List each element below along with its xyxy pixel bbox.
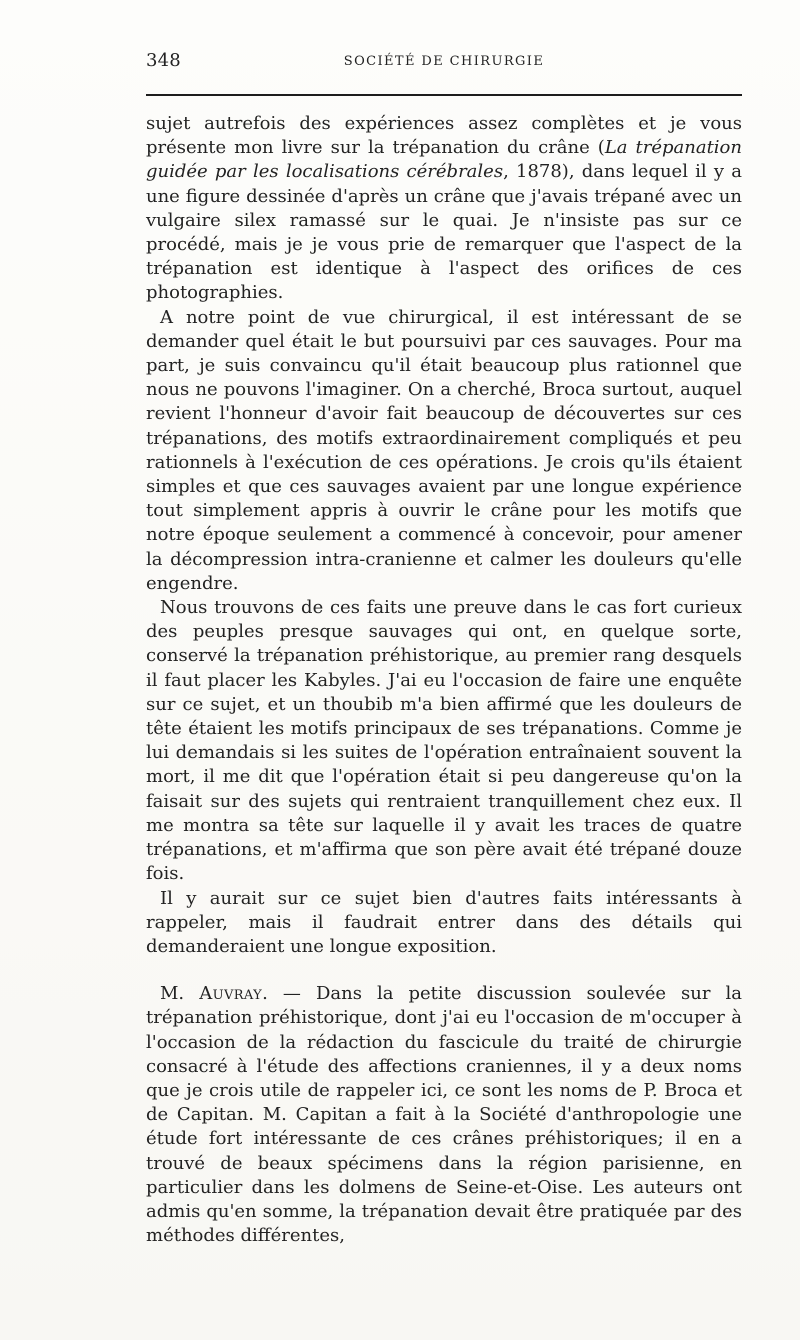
paragraph-continuation: [146, 112, 742, 306]
book-title: La trépanation guidée par les localisations cérébrales: [146, 137, 742, 183]
paragraph-text: , 1878), dans lequel il y a une figure dessinée d'après un crâne que j'avais trépané avec un vulgaire silex ramassé sur le quai. Je n'insiste pas sur ce procédé, mais je je vous prie de remarquer que l'aspect de la trépanation est identique à l'aspect des orifices de ces photographies.: [146, 161, 742, 304]
speaker-name: Auvray: [199, 983, 263, 1005]
page-number: 348: [146, 50, 181, 71]
speaker-paragraph: [146, 982, 742, 1248]
page-header: [146, 50, 742, 82]
header-rule: [146, 94, 742, 96]
paragraph: [146, 596, 742, 886]
paragraph: [146, 306, 742, 596]
speaker-prefix: M.: [160, 983, 200, 1005]
paragraph-text: sujet autrefois des expériences assez complètes et je vous présente mon livre sur la trépanation du crâne (: [146, 113, 742, 159]
paragraph-text: Il y aurait sur ce sujet bien d'autres faits intéressants à rappeler, mais il faudrait entrer dans des détails qui demanderaient une longue exposition.: [146, 887, 742, 957]
paragraph: [146, 887, 742, 960]
paragraph-text: Nous trouvons de ces faits une preuve dans le cas fort curieux des peuples presque sauvages qui ont, en quelque sorte, conservé la trépanation préhistorique, au premier rang desquels il faut placer les Kabyles. J'ai eu l'occasion de faire une enquête sur ce sujet, et un thoubib m'a bien affirmé que les douleurs de tête étaient les motifs principaux de ses trépanations. Comme je lui demandais si les suites de l'opération entraînaient souvent la mort, il me dit que l'opération était si peu dangereuse qu'on la faisait sur des sujets qui rentraient tranquillement chez eux. Il me montra sa tête sur laquelle il y avait les traces de quatre trépanations, et m'affirma que son père avait été trépané douze fois.: [146, 597, 742, 885]
page-body: [146, 112, 742, 1248]
paragraph-text: . — Dans la petite discussion soulevée sur la trépanation préhistorique, dont j'ai eu l'occasion de m'occuper à l'occasion de la rédaction du fascicule du traité de chirurgie consacré à l'étude des affections craniennes, il y a deux noms que je crois utile de rappeler ici, ce sont les noms de P. Broca et de Capitan. M. Capitan a fait à la Société d'anthropologie une étude fort intéressante de ces crânes préhistoriques; il en a trouvé de beaux spécimens dans la région parisienne, en particulier dans les dolmens de Seine-et-Oise. Les auteurs ont admis qu'en somme, la trépanation devait être pratiquée par des méthodes différentes,: [146, 983, 742, 1247]
running-head: SOCIÉTÉ DE CHIRURGIE: [343, 54, 545, 69]
paragraph-text: A notre point de vue chirurgical, il est intéressant de se demander quel était le but poursuivi par ces sauvages. Pour ma part, je suis convaincu qu'il était beaucoup plus rationnel que nous ne pouvons l'imaginer. On a cherché, Broca surtout, auquel revient l'honneur d'avoir fait beaucoup de découvertes sur ces trépanations, des motifs extraordinairement compliqués et peu rationnels à l'exécution de ces opérations. Je crois qu'ils étaient simples et que ces sauvages avaient par une longue expérience tout simplement appris à ouvrir le crâne pour les motifs que notre époque seulement a commencé à concevoir, pour amener la décompression intra-cranienne et calmer les douleurs qu'elle engendre.: [146, 306, 742, 594]
